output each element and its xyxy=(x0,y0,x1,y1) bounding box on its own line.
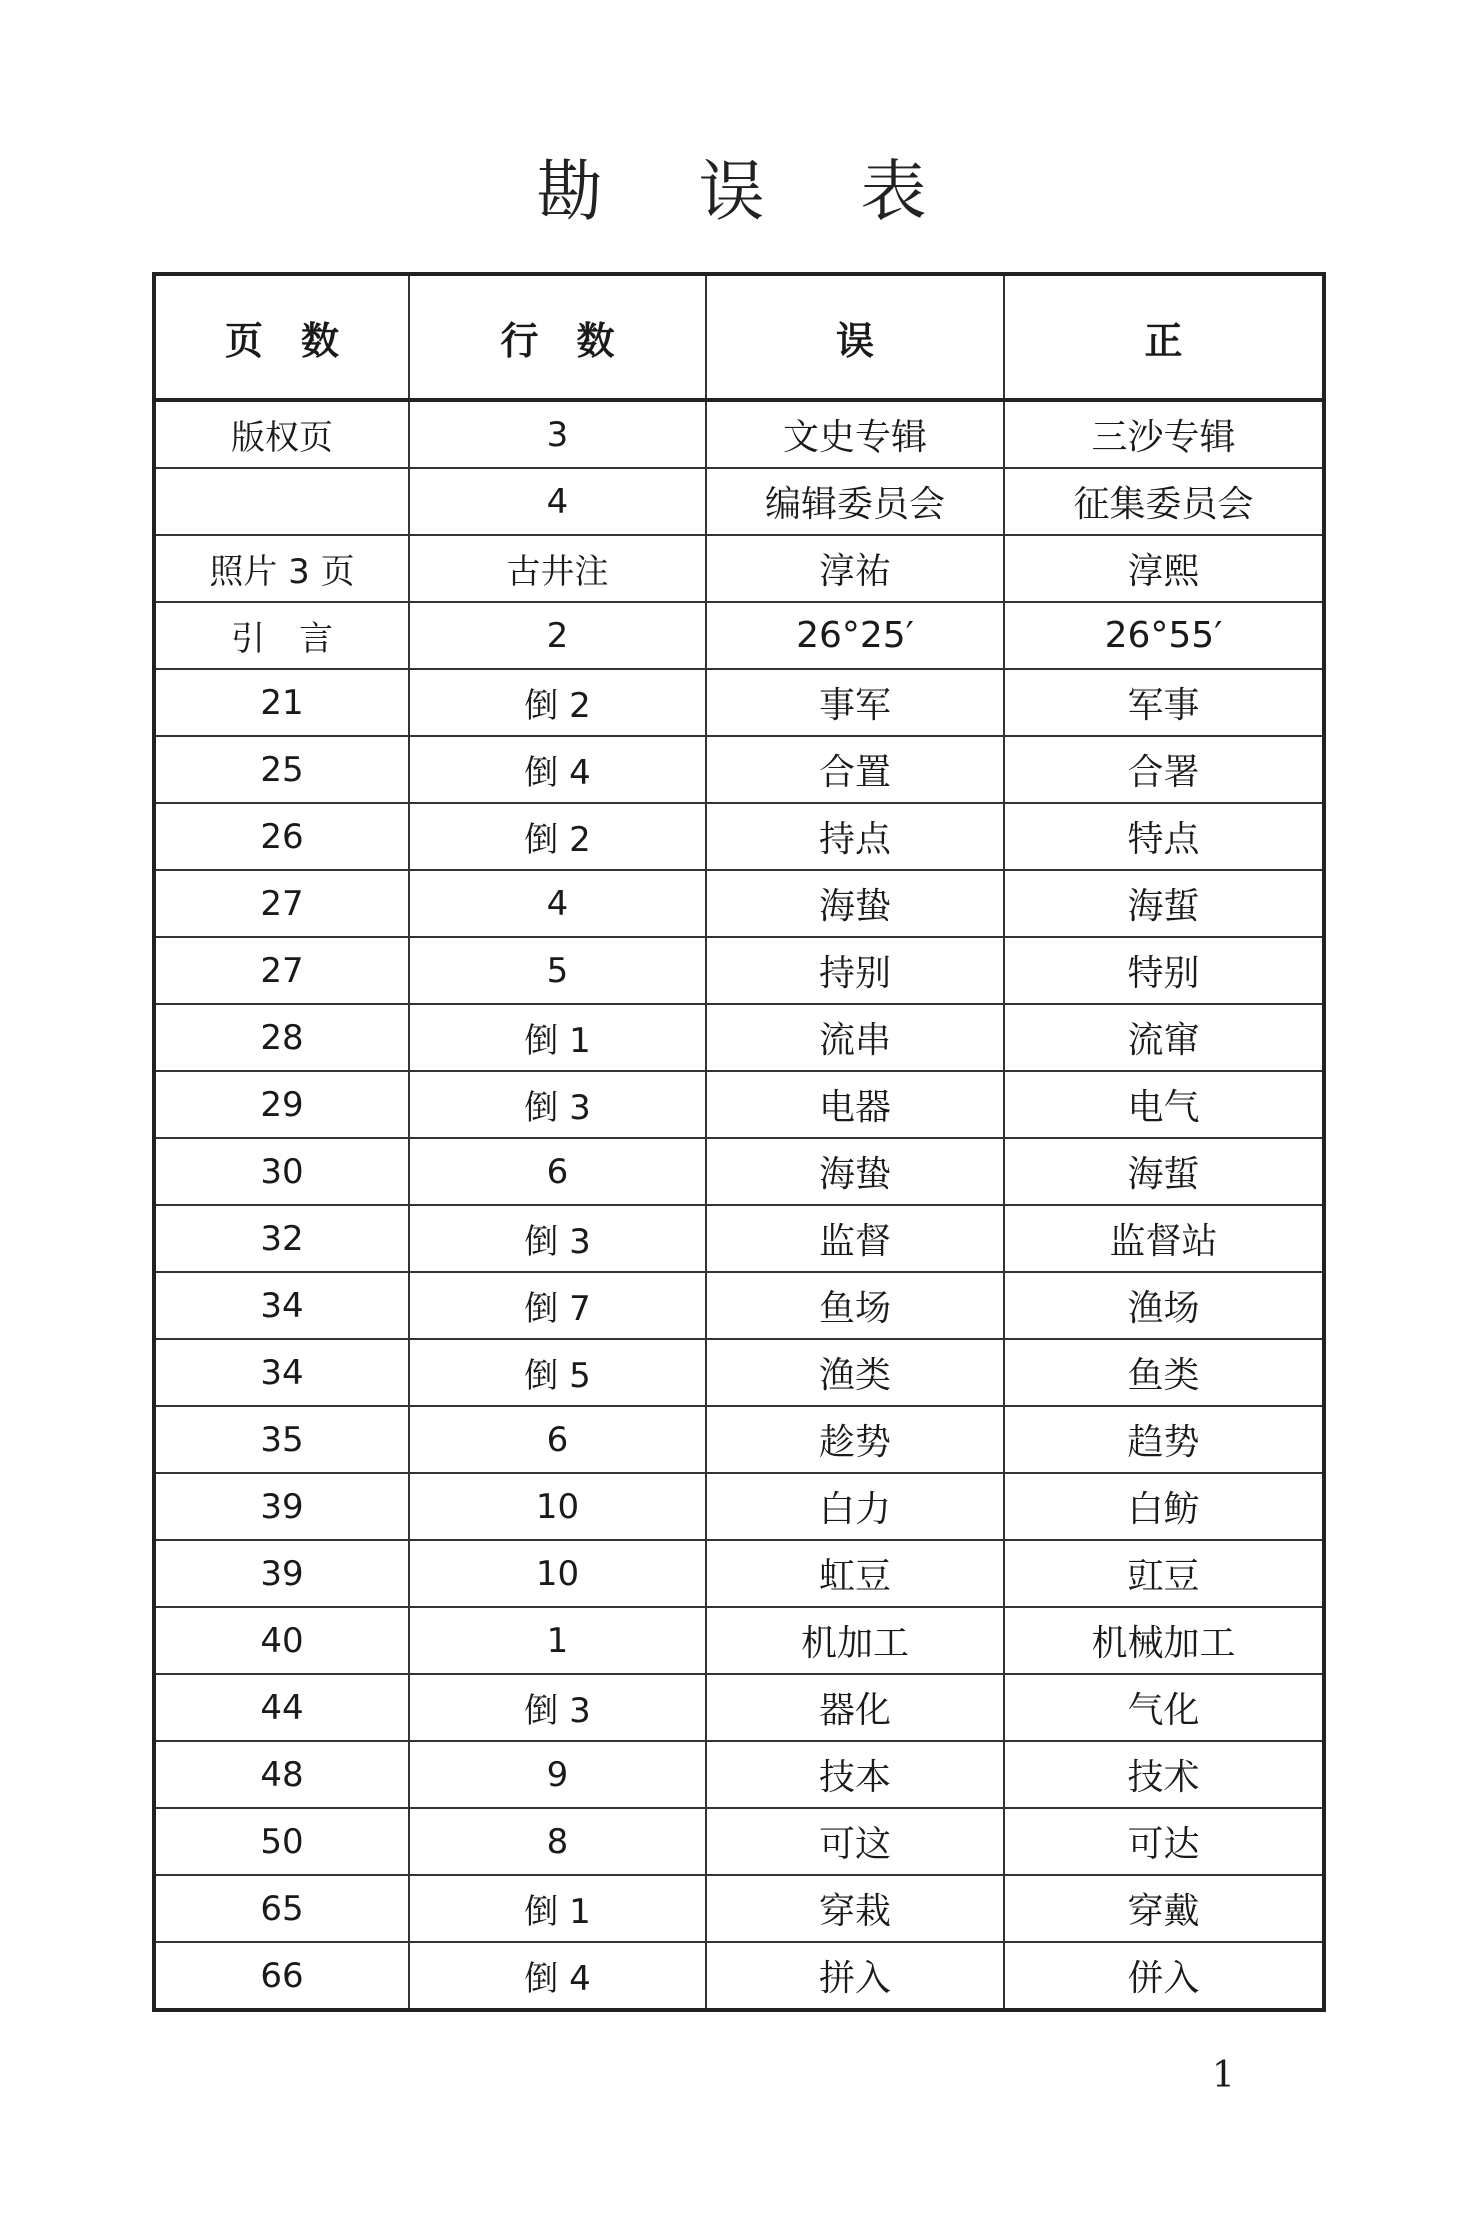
cell-line: 古井注 xyxy=(409,535,706,602)
table-row xyxy=(154,937,1324,1004)
cell-wrong: 渔类 xyxy=(706,1339,1004,1406)
cell-line: 倒 1 xyxy=(409,1004,706,1071)
cell-line: 10 xyxy=(409,1540,706,1607)
cell-correct: 可达 xyxy=(1004,1808,1324,1875)
table-row xyxy=(154,400,1324,468)
cell-wrong: 虹豆 xyxy=(706,1540,1004,1607)
cell-wrong: 编辑委员会 xyxy=(706,468,1004,535)
title-char: 误 xyxy=(698,153,765,230)
cell-correct: 征集委员会 xyxy=(1004,468,1324,535)
title-char: 表 xyxy=(860,153,927,230)
table-row xyxy=(154,1808,1324,1875)
cell-page: 35 xyxy=(154,1406,409,1473)
cell-wrong: 合置 xyxy=(706,736,1004,803)
cell-correct: 合署 xyxy=(1004,736,1324,803)
table-row xyxy=(154,1339,1324,1406)
table-row xyxy=(154,1473,1324,1540)
cell-line: 2 xyxy=(409,602,706,669)
cell-page: 39 xyxy=(154,1540,409,1607)
cell-page: 26 xyxy=(154,803,409,870)
table-row xyxy=(154,669,1324,736)
table-row xyxy=(154,1205,1324,1272)
cell-correct: 电气 xyxy=(1004,1071,1324,1138)
cell-correct: 特点 xyxy=(1004,803,1324,870)
cell-wrong: 拼入 xyxy=(706,1942,1004,2010)
page-title xyxy=(0,138,1463,233)
cell-line: 倒 2 xyxy=(409,803,706,870)
errata-table xyxy=(152,272,1326,2012)
table-row xyxy=(154,1540,1324,1607)
title-char: 勘 xyxy=(536,153,603,230)
cell-page: 照片 3 页 xyxy=(154,535,409,602)
cell-wrong: 监督 xyxy=(706,1205,1004,1272)
cell-page: 48 xyxy=(154,1741,409,1808)
cell-wrong: 趁势 xyxy=(706,1406,1004,1473)
table-row xyxy=(154,468,1324,535)
cell-page: 引 言 xyxy=(154,602,409,669)
cell-correct: 海蜇 xyxy=(1004,1138,1324,1205)
cell-line: 6 xyxy=(409,1138,706,1205)
cell-correct: 穿戴 xyxy=(1004,1875,1324,1942)
cell-page: 65 xyxy=(154,1875,409,1942)
cell-page: 版权页 xyxy=(154,400,409,468)
cell-wrong: 事军 xyxy=(706,669,1004,736)
cell-page: 34 xyxy=(154,1339,409,1406)
cell-wrong: 穿栽 xyxy=(706,1875,1004,1942)
table-row xyxy=(154,803,1324,870)
cell-line: 倒 3 xyxy=(409,1071,706,1138)
cell-page: 25 xyxy=(154,736,409,803)
cell-line: 倒 4 xyxy=(409,736,706,803)
cell-correct: 併入 xyxy=(1004,1942,1324,2010)
cell-page: 29 xyxy=(154,1071,409,1138)
cell-line: 倒 3 xyxy=(409,1674,706,1741)
header-line: 行 数 xyxy=(409,274,706,400)
cell-page: 32 xyxy=(154,1205,409,1272)
cell-line: 5 xyxy=(409,937,706,1004)
cell-correct: 气化 xyxy=(1004,1674,1324,1741)
cell-line: 8 xyxy=(409,1808,706,1875)
table-row xyxy=(154,1406,1324,1473)
cell-page: 30 xyxy=(154,1138,409,1205)
cell-page: 27 xyxy=(154,937,409,1004)
cell-line: 9 xyxy=(409,1741,706,1808)
cell-wrong: 持点 xyxy=(706,803,1004,870)
cell-line: 倒 5 xyxy=(409,1339,706,1406)
cell-line: 倒 1 xyxy=(409,1875,706,1942)
errata-table-body xyxy=(154,400,1324,2010)
cell-page: 21 xyxy=(154,669,409,736)
cell-correct: 26°55′ xyxy=(1004,602,1324,669)
cell-line: 倒 4 xyxy=(409,1942,706,2010)
cell-line: 6 xyxy=(409,1406,706,1473)
table-row xyxy=(154,1607,1324,1674)
cell-line: 3 xyxy=(409,400,706,468)
cell-correct: 军事 xyxy=(1004,669,1324,736)
cell-line: 倒 7 xyxy=(409,1272,706,1339)
cell-line: 倒 3 xyxy=(409,1205,706,1272)
cell-wrong: 持别 xyxy=(706,937,1004,1004)
header-correct: 正 xyxy=(1004,274,1324,400)
table-row xyxy=(154,736,1324,803)
cell-page: 40 xyxy=(154,1607,409,1674)
errata-table-header xyxy=(154,274,1324,400)
cell-correct: 监督站 xyxy=(1004,1205,1324,1272)
cell-correct: 渔场 xyxy=(1004,1272,1324,1339)
cell-line: 4 xyxy=(409,468,706,535)
cell-page: 28 xyxy=(154,1004,409,1071)
cell-page: 44 xyxy=(154,1674,409,1741)
cell-wrong: 器化 xyxy=(706,1674,1004,1741)
cell-page: 50 xyxy=(154,1808,409,1875)
cell-line: 1 xyxy=(409,1607,706,1674)
table-row xyxy=(154,1741,1324,1808)
header-wrong: 误 xyxy=(706,274,1004,400)
cell-page xyxy=(154,468,409,535)
cell-correct: 流窜 xyxy=(1004,1004,1324,1071)
cell-correct: 机械加工 xyxy=(1004,1607,1324,1674)
cell-correct: 海蜇 xyxy=(1004,870,1324,937)
cell-correct: 鱼类 xyxy=(1004,1339,1324,1406)
table-row xyxy=(154,1071,1324,1138)
table-row xyxy=(154,870,1324,937)
cell-line: 10 xyxy=(409,1473,706,1540)
table-row xyxy=(154,1942,1324,2010)
cell-wrong: 流串 xyxy=(706,1004,1004,1071)
cell-wrong: 海蛰 xyxy=(706,870,1004,937)
cell-wrong: 文史专辑 xyxy=(706,400,1004,468)
cell-page: 34 xyxy=(154,1272,409,1339)
cell-correct: 淳熙 xyxy=(1004,535,1324,602)
cell-wrong: 鱼场 xyxy=(706,1272,1004,1339)
cell-wrong: 海蛰 xyxy=(706,1138,1004,1205)
cell-wrong: 白力 xyxy=(706,1473,1004,1540)
table-row xyxy=(154,535,1324,602)
table-row xyxy=(154,1674,1324,1741)
cell-wrong: 技本 xyxy=(706,1741,1004,1808)
cell-wrong: 淳祐 xyxy=(706,535,1004,602)
cell-wrong: 26°25′ xyxy=(706,602,1004,669)
cell-correct: 白鲂 xyxy=(1004,1473,1324,1540)
table-row xyxy=(154,1272,1324,1339)
header-page: 页 数 xyxy=(154,274,409,400)
cell-wrong: 机加工 xyxy=(706,1607,1004,1674)
header-row xyxy=(154,274,1324,400)
cell-correct: 特别 xyxy=(1004,937,1324,1004)
cell-correct: 趋势 xyxy=(1004,1406,1324,1473)
cell-page: 66 xyxy=(154,1942,409,2010)
cell-line: 4 xyxy=(409,870,706,937)
page-number: 1 xyxy=(1212,2055,1235,2096)
table-row xyxy=(154,1004,1324,1071)
table-row xyxy=(154,1875,1324,1942)
cell-page: 27 xyxy=(154,870,409,937)
cell-correct: 三沙专辑 xyxy=(1004,400,1324,468)
cell-line: 倒 2 xyxy=(409,669,706,736)
table-row xyxy=(154,602,1324,669)
cell-correct: 豇豆 xyxy=(1004,1540,1324,1607)
cell-page: 39 xyxy=(154,1473,409,1540)
cell-wrong: 可这 xyxy=(706,1808,1004,1875)
table-row xyxy=(154,1138,1324,1205)
cell-correct: 技术 xyxy=(1004,1741,1324,1808)
cell-wrong: 电器 xyxy=(706,1071,1004,1138)
